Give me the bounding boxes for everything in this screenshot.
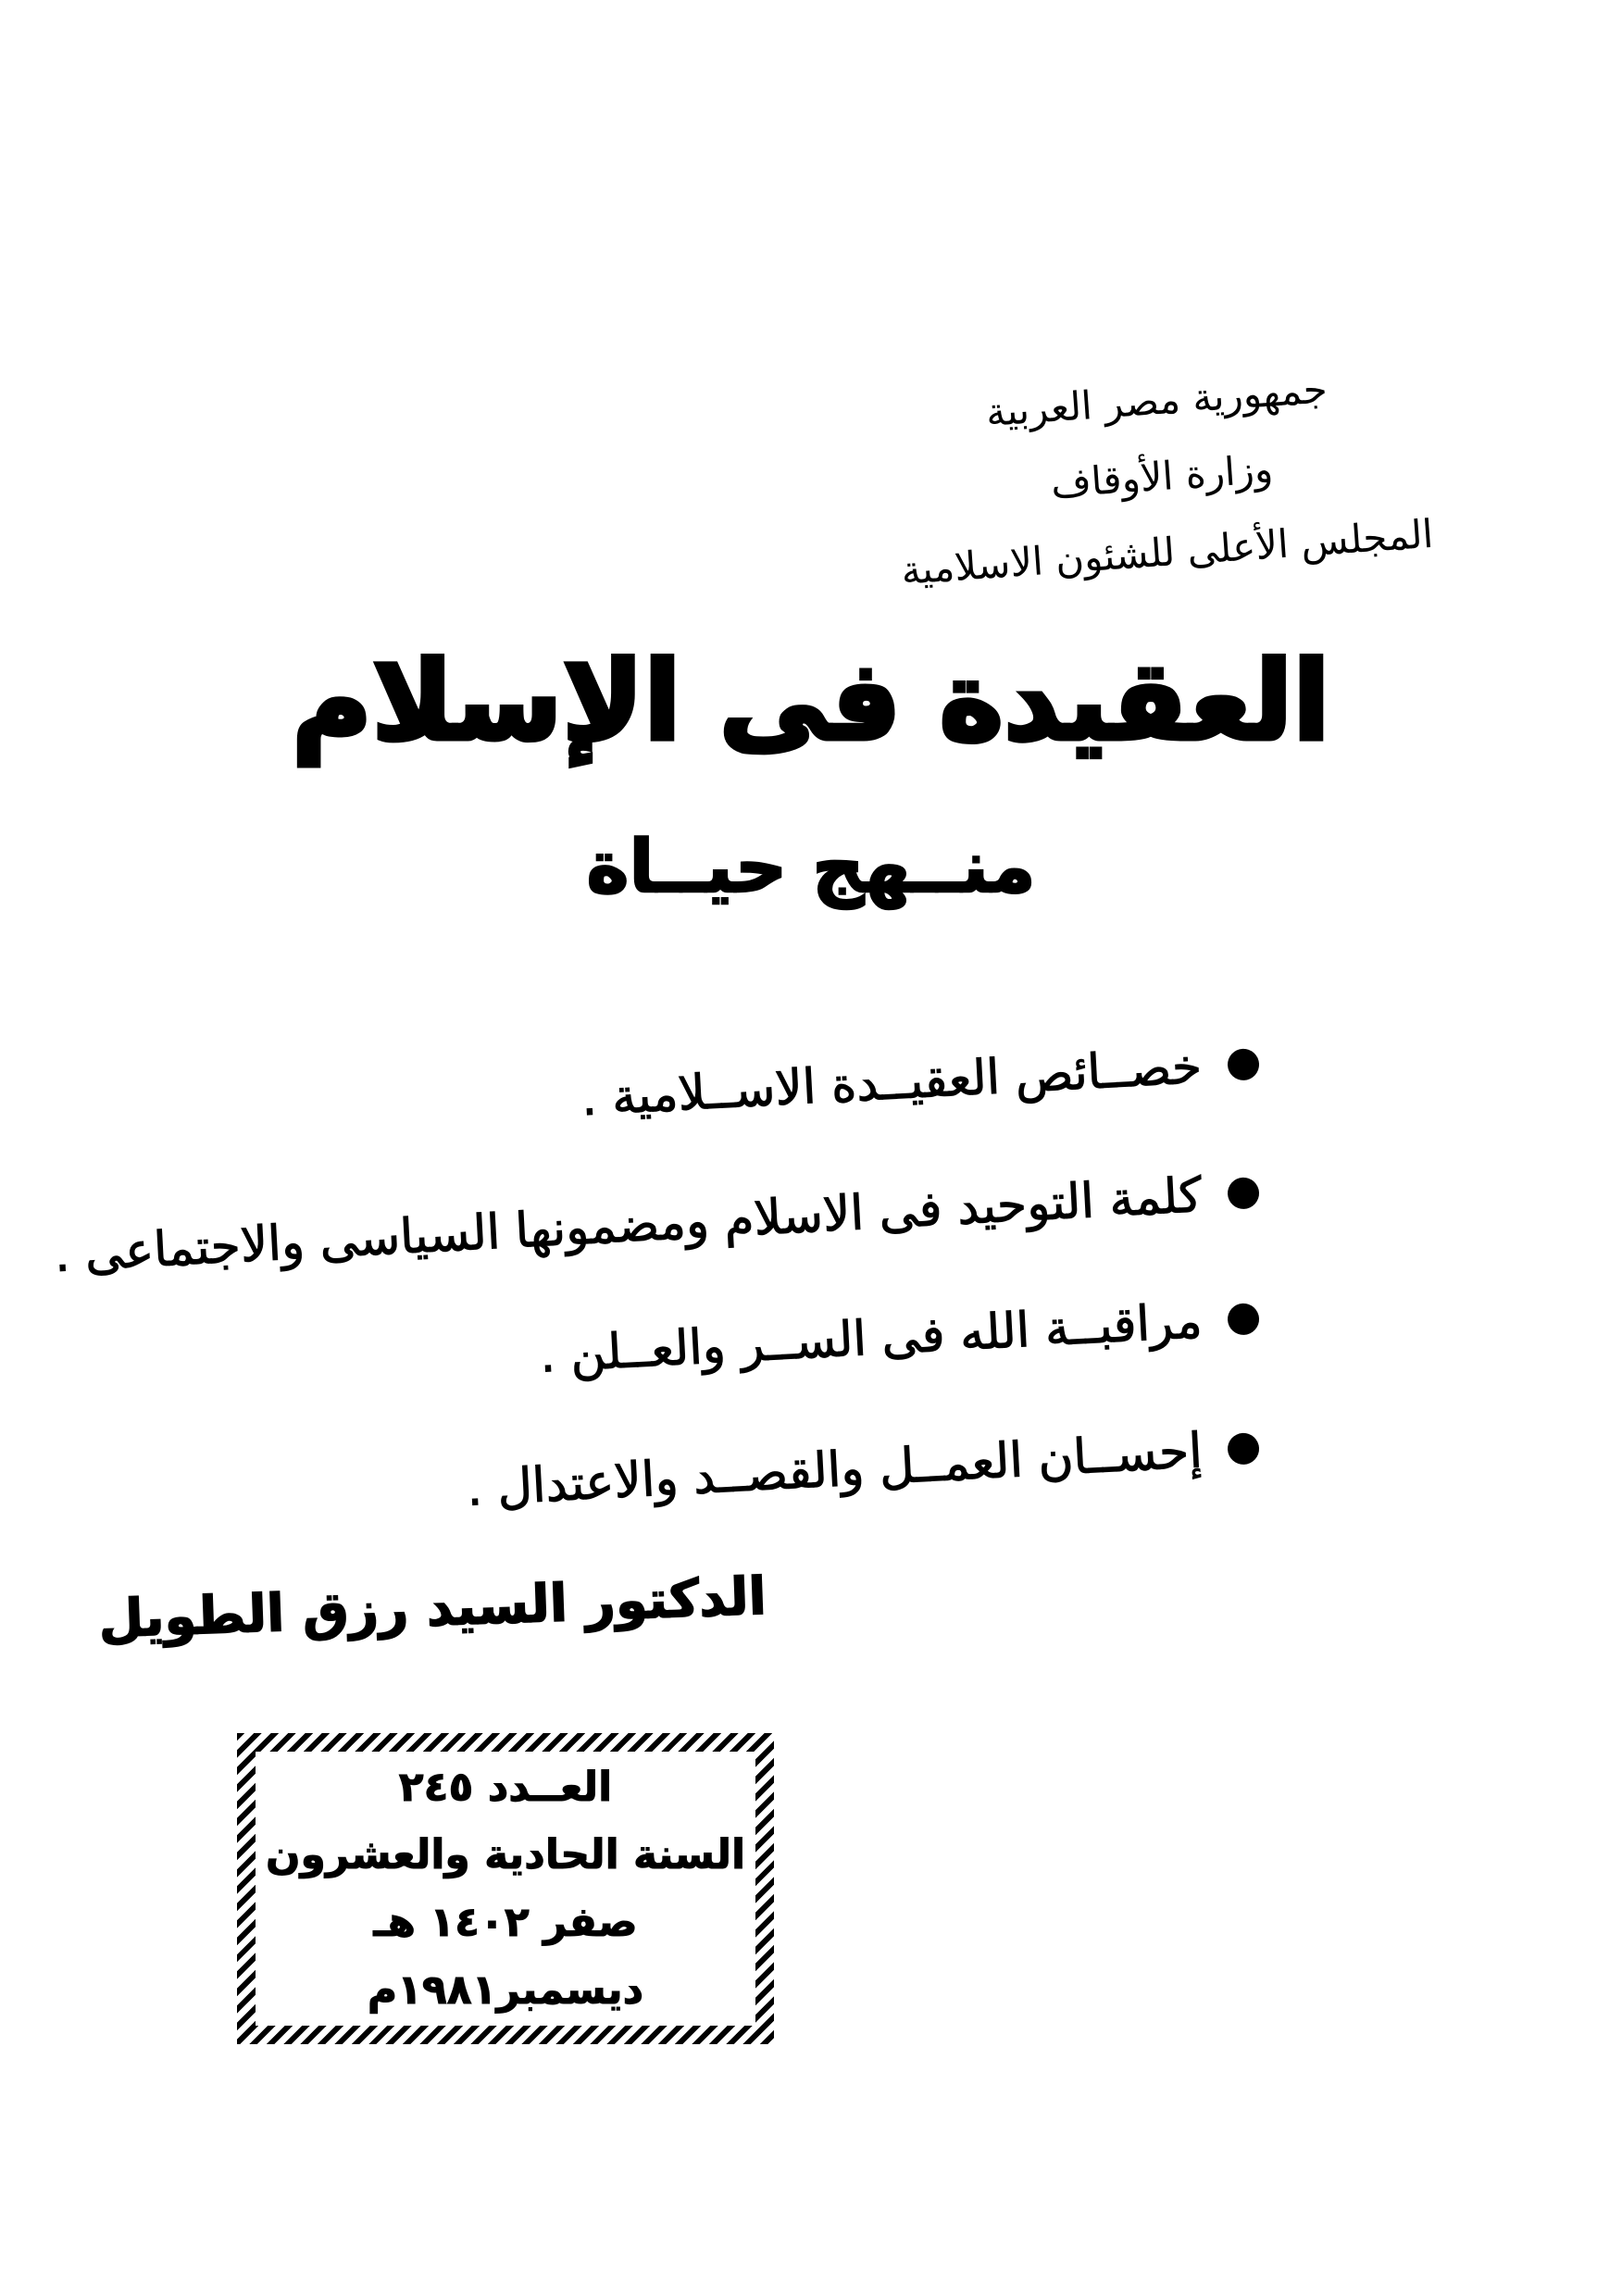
topic-item	[53, 1165, 1260, 1283]
topic-text: خصــائص العقيــدة الاســلامية .	[580, 1039, 1204, 1128]
bullet-dot-icon	[1227, 1177, 1260, 1210]
publisher-ministry: وزارة الأوقاف	[1049, 445, 1275, 507]
book-subtitle: منــهج حيــاة	[586, 826, 1036, 909]
topic-item	[538, 1291, 1260, 1384]
publisher-block	[867, 343, 1456, 611]
bullet-dot-icon	[1227, 1432, 1260, 1466]
issue-gregorian-date: ديسمبر١٩٨١م	[367, 1966, 644, 2014]
topic-text: إحســان العمــل والقصــد والاعتدال .	[465, 1423, 1204, 1517]
topic-item	[580, 1036, 1261, 1127]
issue-box	[237, 1733, 774, 2044]
topic-text: كلمة التوحيد فى الاسلام ومضمونها السياسى والاجتماعى .	[53, 1167, 1204, 1284]
issue-year-volume: السنة الحادية والعشرون	[265, 1831, 746, 1878]
topic-item	[465, 1420, 1260, 1517]
book-title: العقيدة فى الإسلام	[292, 637, 1330, 765]
issue-box-content	[256, 1752, 755, 2026]
issue-number: العــدد ٢٤٥	[398, 1764, 613, 1811]
issue-hijri-date: صفر ١٤٠٢ هـ	[373, 1899, 638, 1946]
publisher-council: المجلس الأعلى للشئون الاسلامية	[899, 510, 1435, 593]
bullet-dot-icon	[1227, 1303, 1260, 1336]
bullet-dot-icon	[1227, 1048, 1260, 1081]
publisher-country: جمهورية مصر العربية	[984, 366, 1329, 436]
author-name: الدكتور السيد رزق الطويل	[97, 1566, 768, 1651]
topic-text: مراقبــة الله فى الســر والعــلن .	[538, 1293, 1204, 1384]
